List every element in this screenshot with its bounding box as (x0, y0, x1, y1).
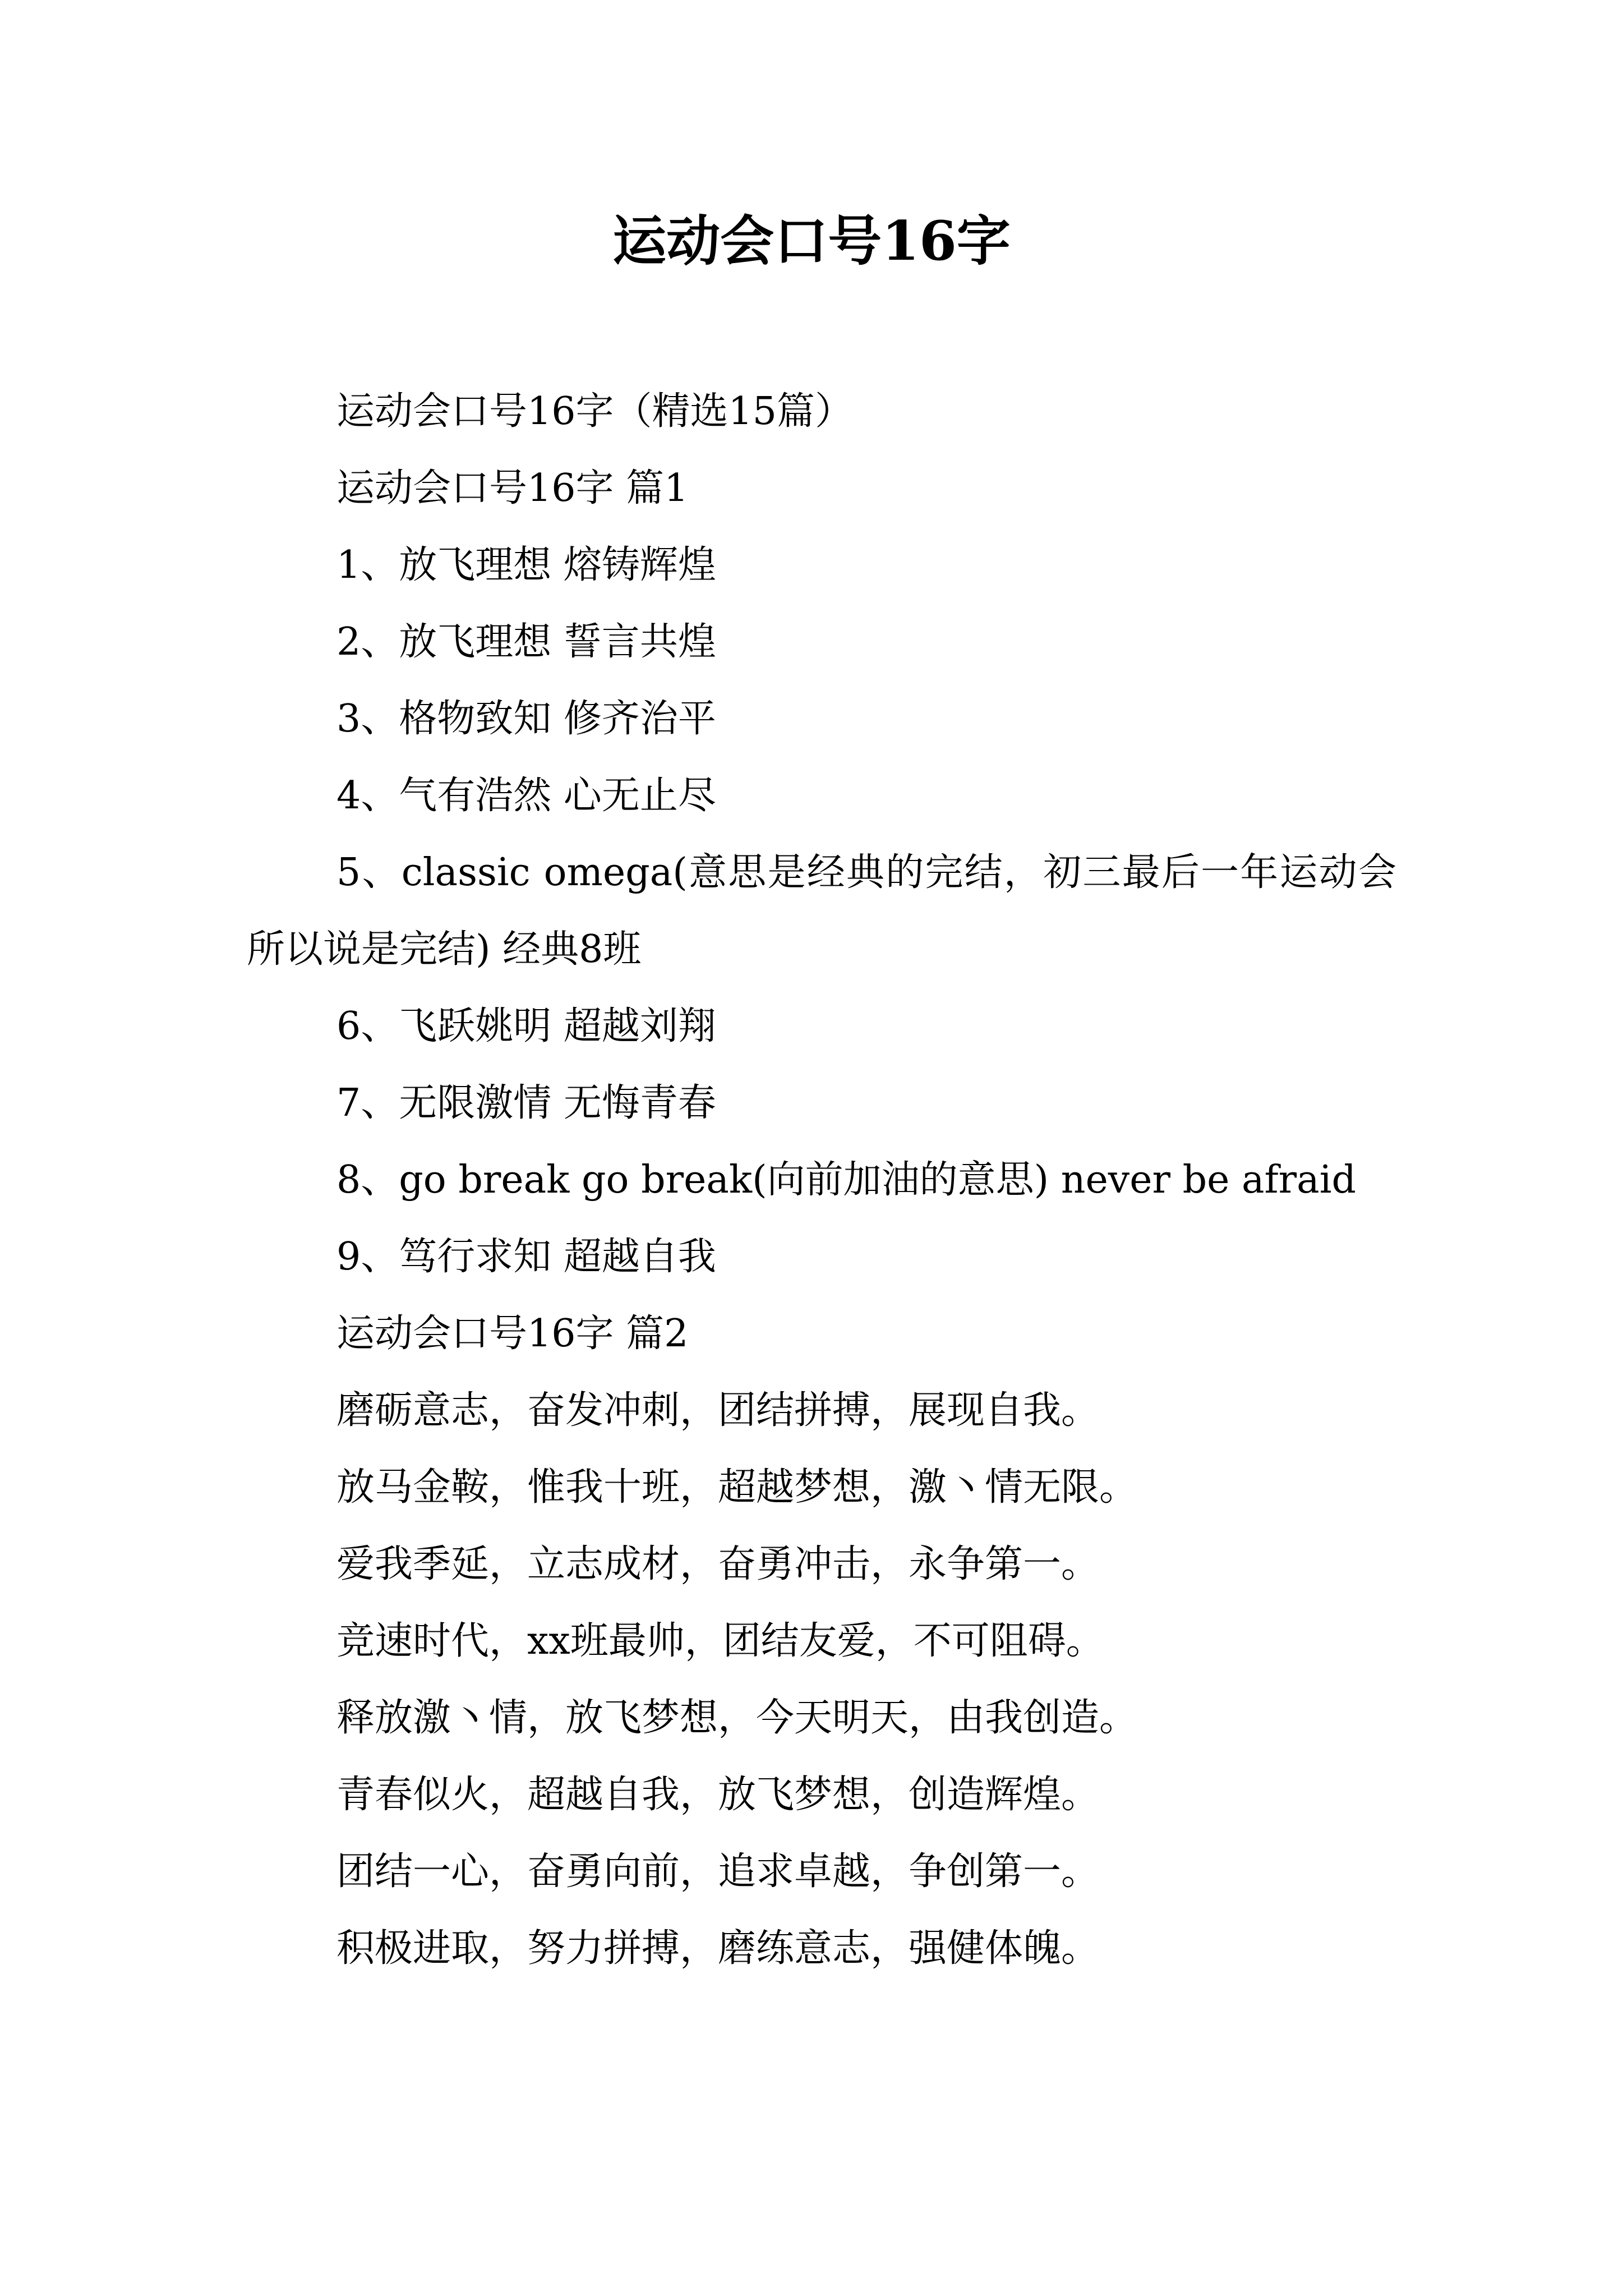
paragraph-line: 爱我季延，立志成材，奋勇冲击，永争第一。 (336, 1542, 1100, 1586)
paragraph-line: 8、go break go break(向前加油的意思) never be afraid (336, 1158, 1357, 1202)
paragraph-line: 放马金鞍，惟我十班，超越梦想，激丶情无限。 (336, 1465, 1138, 1510)
section-heading: 运动会口号16字 篇2 (336, 1312, 689, 1356)
paragraph-line: 7、无限激情 无悔青春 (336, 1081, 716, 1125)
section-heading: 运动会口号16字 篇1 (336, 466, 689, 510)
paragraph-line: 磨砺意志，奋发冲刺，团结拼搏，展现自我。 (336, 1388, 1100, 1433)
paragraph-line: 团结一心，奋勇向前，追求卓越，争创第一。 (336, 1849, 1100, 1894)
paragraph-line: 5、classic omega(意思是经典的完结，初三最后一年运动会所以说是完结) 经典8班 (247, 850, 1396, 972)
paragraph-line: 9、笃行求知 超越自我 (336, 1235, 716, 1279)
document-title: 运动会口号16字 (612, 209, 1011, 273)
paragraph-line: 4、气有浩然 心无止尽 (336, 774, 716, 818)
paragraph-line: 运动会口号16字（精选15篇） (336, 389, 854, 434)
paragraph-line: 竞速时代，xx班最帅，团结友爱，不可阻碍。 (336, 1619, 1104, 1663)
paragraph-line: 积极进取，努力拼搏，磨练意志，强健体魄。 (336, 1926, 1100, 1971)
paragraph-line: 1、放飞理想 熔铸辉煌 (336, 543, 716, 587)
paragraph-line: 3、格物致知 修齐治平 (336, 697, 716, 741)
paragraph-line: 6、飞跃姚明 超越刘翔 (336, 1004, 716, 1048)
paragraph-line: 释放激丶情，放飞梦想，今天明天，由我创造。 (336, 1696, 1138, 1740)
paragraph-line: 青春似火，超越自我，放飞梦想，创造辉煌。 (336, 1773, 1100, 1817)
paragraph-line: 2、放飞理想 誓言共煌 (336, 620, 716, 664)
document-body (247, 373, 1396, 1987)
